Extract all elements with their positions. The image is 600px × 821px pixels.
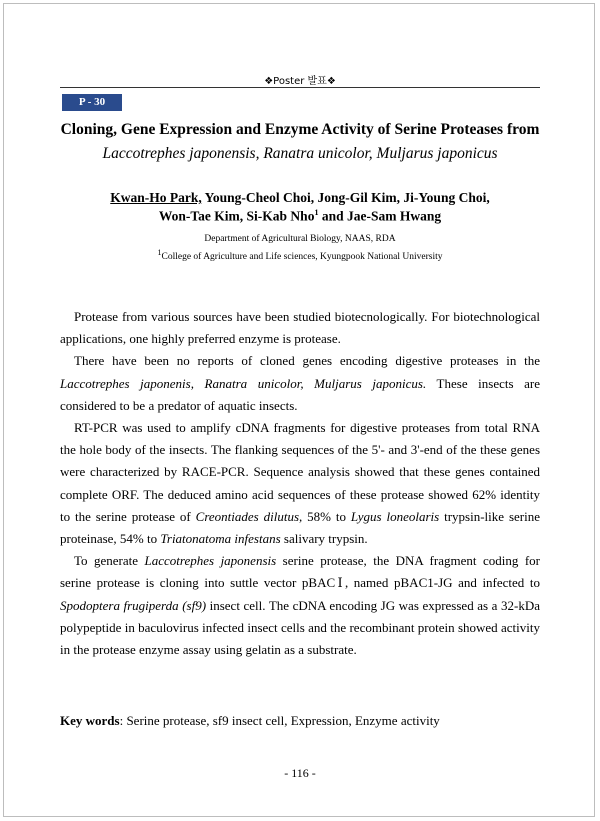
affiliation-1: Department of Agricultural Biology, NAAS, RDA: [204, 234, 396, 244]
affiliation-2: [40, 248, 560, 262]
abstract-paragraph-4: [60, 550, 540, 661]
paper-title-species: Laccotrephes japonensis, Ranatra unicolor, Muljarus japonicus: [102, 145, 498, 162]
p4-text-a: To generate: [74, 553, 145, 569]
keywords: [60, 713, 540, 729]
abstract-body: [60, 306, 540, 661]
authors-rest-1: Young-Cheol Choi, Jong-Gil Kim, Ji-Young Choi,: [201, 190, 490, 205]
paper-title: Cloning, Gene Expression and Enzyme Activity of Serine Proteases from: [60, 121, 540, 138]
authors-2b: and Jae-Sam Hwang: [318, 208, 442, 224]
p3-text-c: trypsin-like serine proteinase, 54% to: [60, 508, 540, 547]
section-header: ❖Poster 발표❖: [264, 76, 336, 87]
affiliation-2-mark: 1: [157, 248, 162, 257]
p3-species-3: Triatonatoma infestans: [160, 531, 281, 547]
p3-text-b: 58% to: [302, 508, 351, 524]
author-line-1: [40, 190, 560, 206]
author-line-2: [40, 208, 560, 225]
abstract-paragraph-3: [60, 417, 540, 550]
p3-text-d: salivary trypsin.: [280, 531, 368, 547]
p4-text-c: insect cell. The cDNA encoding JG was expressed as a 32-kDa polypeptide in baculovirus infected insect cells and the recombinant protein showed activity in the protease enzyme assay using gelatin as a substrate.: [60, 597, 540, 658]
p3-species-2: Lygus loneolaris: [350, 508, 440, 524]
p4-species-1: Laccotrephes japonensis: [144, 553, 277, 569]
p3-text-a: RT-PCR was used to amplify cDNA fragments for digestive proteases from total RNA the hole body of the insects. The flanking sequences of the 5'- and 3'-end of the these genes were characterized by RACE-PCR. Sequence analysis showed that these genes contained complete ORF. The deduced amino acid sequences of these protease showed 62% identity to the serine protease of: [60, 420, 540, 524]
abstract-paragraph-2: [60, 350, 540, 417]
poster-number-badge: P - 30: [62, 94, 122, 111]
authors-2a: Won-Tae Kim, Si-Kab Nho: [158, 208, 315, 224]
p4-species-2: Spodoptera frugiperda (sf9): [60, 597, 207, 613]
page-number: - 116 -: [284, 766, 316, 780]
p4-text-b: serine protease, the DNA fragment coding for serine protease is cloning into suttle vector pBACⅠ, named pBAC1-JG and infected to: [60, 553, 540, 591]
header-rule: [60, 87, 540, 88]
affiliation-2-text: College of Agriculture and Life sciences, Kyungpook National University: [161, 252, 443, 263]
affiliation-mark: 1: [314, 208, 319, 217]
abstract-paragraph-1: Protease from various sources have been studied biotecnologically. For biotechnological applications, one highly preferred enzyme is protease.: [60, 309, 540, 347]
p3-species-1: Creontiades dilutus,: [195, 508, 303, 524]
keywords-label: Key words: [60, 713, 120, 728]
keywords-text: : Serine protease, sf9 insect cell, Expression, Enzyme activity: [119, 713, 440, 728]
presenting-author: Kwan-Ho Park,: [110, 190, 202, 205]
p2-text-a: There have been no reports of cloned genes encoding digestive proteases in the: [74, 353, 540, 369]
p2-text-b: These insects are considered to be a predator of aquatic insects.: [60, 375, 540, 413]
p2-species: Laccotrephes japonenis, Ranatra unicolor, Muljarus japonicus.: [60, 375, 427, 391]
